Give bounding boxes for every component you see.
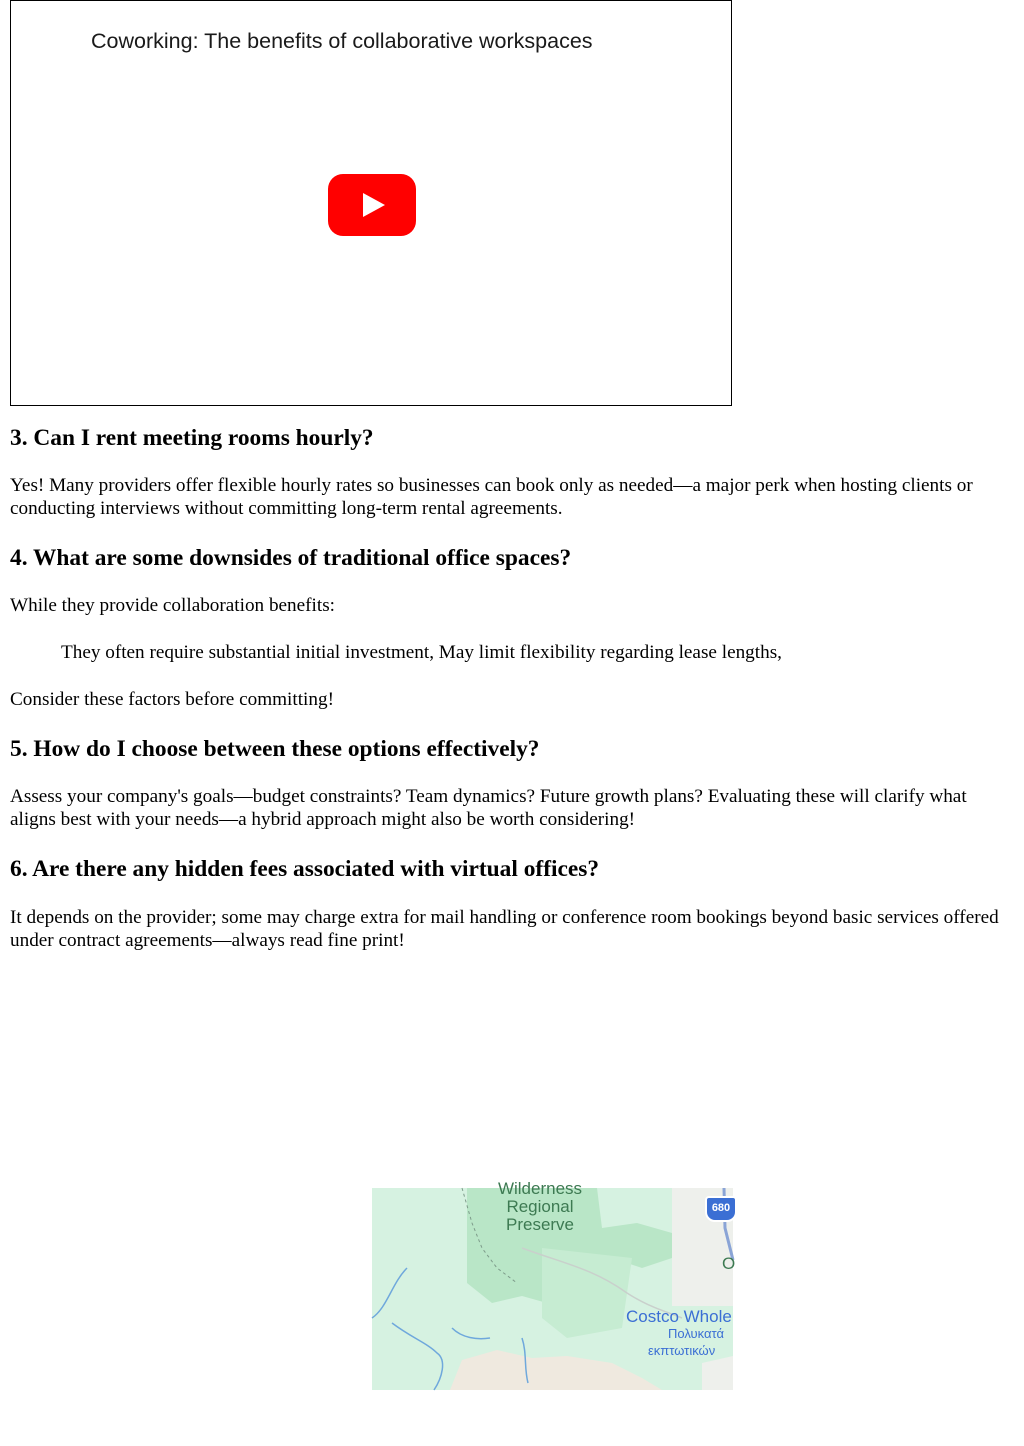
faq-content [10,424,1014,952]
faq-outro-4: Consider these factors before committing! [10,689,334,711]
play-icon[interactable] [328,174,416,236]
faq-intro-4: While they provide collaboration benefits: [10,595,336,617]
faq-heading-4: 4. What are some downsides of traditional office spaces? [10,545,572,572]
faq-answer-3: Yes! Many providers offer flexible hourly rates so businesses can book only as needed—a major perk when hosting clients or conducting interviews without committing long-term rental agreements. [10,475,973,520]
faq-heading-6: 6. Are there any hidden fees associated with virtual offices? [10,856,600,883]
map-label-park-line1: Wilderness [497,1179,583,1198]
map-label-store [626,1308,732,1359]
map-label-park [490,1180,590,1234]
map-label-store-line3: εκπτωτικών [648,1343,716,1358]
map-label-store-line2: Πολυκατά [668,1326,724,1341]
faq-heading-5: 5. How do I choose between these options effectively? [10,736,540,763]
map-embed[interactable] [372,1179,736,1390]
highway-shield-label: 680 [711,1202,731,1214]
map-label-park-line2: Regional [506,1197,574,1216]
faq-answer-6: It depends on the provider; some may charge extra for mail handling or conference room bookings beyond basic services offered under contract agreements—always read fine print! [10,906,999,951]
map-label-store-line1: Costco Whole [626,1307,732,1326]
faq-heading-3: 3. Can I rent meeting rooms hourly? [10,425,374,451]
map-label-edge: O [722,1254,736,1273]
faq-answer-5: Assess your company's goals—budget constraints? Team dynamics? Future growth plans? Evaluating these will clarify what aligns best with your needs—a hybrid approach might also be worth considering! [10,786,967,831]
faq-list-4: They often require substantial initial investment, May limit flexibility regarding lease lengths, [61,642,782,664]
video-title[interactable]: Coworking: The benefits of collaborative workspaces [91,29,593,53]
video-embed[interactable] [10,0,732,406]
map-label-park-line3: Preserve [505,1215,575,1234]
highway-shield-icon [705,1196,737,1222]
